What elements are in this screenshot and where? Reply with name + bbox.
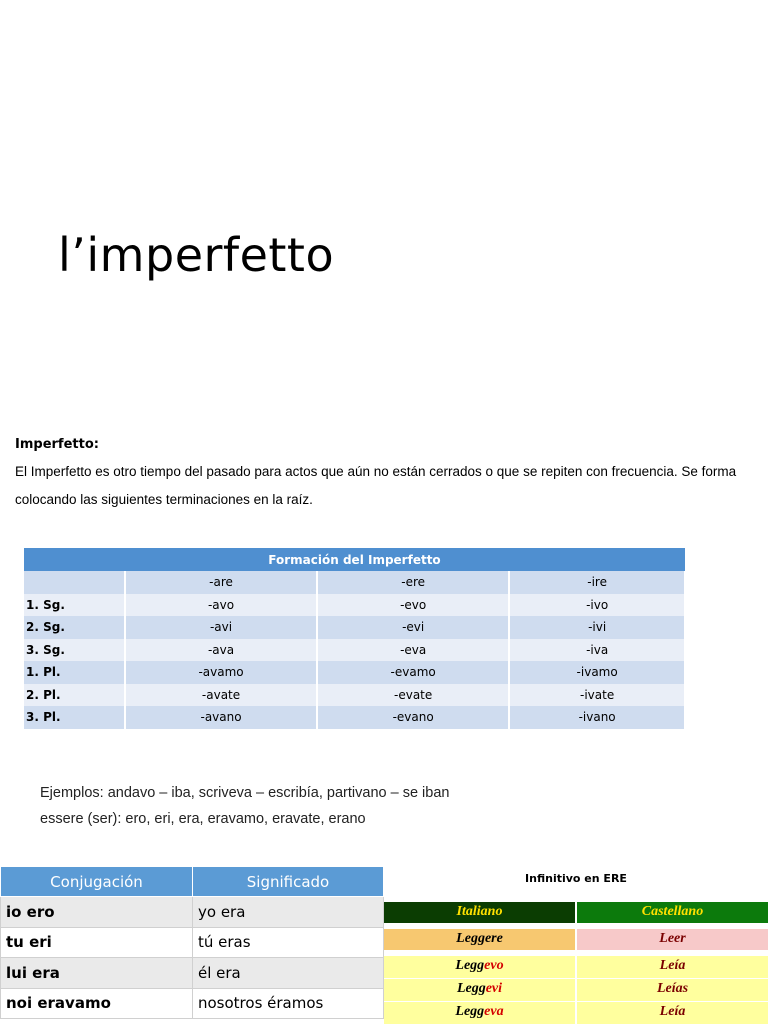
infinitive-base-it: Leggere bbox=[384, 929, 575, 950]
table-row bbox=[24, 661, 685, 684]
formation-table-title: Formación del Imperfetto bbox=[24, 548, 685, 571]
ending: evo bbox=[484, 958, 504, 973]
infinitive-base-es: Leer bbox=[577, 929, 768, 950]
table-cell: -iva bbox=[509, 639, 685, 662]
infinitive-conj-row bbox=[384, 956, 768, 978]
table-cell: -avano bbox=[125, 706, 317, 729]
table-cell: -evi bbox=[317, 616, 509, 639]
row-label: 2. Sg. bbox=[24, 616, 125, 639]
table-row bbox=[24, 706, 685, 729]
infinitive-conj-row bbox=[384, 1002, 768, 1024]
table-cell: -evamo bbox=[317, 661, 509, 684]
row-label: 1. Sg. bbox=[24, 594, 125, 617]
conj-header-significado: Significado bbox=[193, 867, 384, 897]
table-row bbox=[24, 684, 685, 707]
ending: evi bbox=[485, 981, 503, 996]
page-title: l’imperfetto bbox=[58, 228, 335, 282]
conj-form: lui era bbox=[1, 958, 193, 989]
formation-corner bbox=[24, 571, 125, 594]
conj-header-conjugacion: Conjugación bbox=[1, 867, 193, 897]
stem: Legg bbox=[455, 1004, 485, 1019]
table-row bbox=[24, 616, 685, 639]
infinitive-it-form bbox=[384, 979, 575, 1001]
essere-line: essere (ser): ero, eri, era, eravamo, eravate, erano bbox=[40, 811, 366, 827]
formation-table bbox=[24, 548, 686, 729]
formation-col-ere: -ere bbox=[317, 571, 509, 594]
infinitive-es-form: Leía bbox=[577, 1002, 768, 1024]
table-cell: -avamo bbox=[125, 661, 317, 684]
conj-form: io ero bbox=[1, 897, 193, 928]
formation-header-row bbox=[24, 571, 685, 594]
row-label: 3. Sg. bbox=[24, 639, 125, 662]
stem: Legg bbox=[455, 958, 485, 973]
infinitive-it-form bbox=[384, 956, 575, 978]
table-cell: -ivamo bbox=[509, 661, 685, 684]
infinitive-es-form: Leía bbox=[577, 956, 768, 978]
table-cell: -avate bbox=[125, 684, 317, 707]
table-row bbox=[1, 988, 384, 1019]
infinitive-conj-row bbox=[384, 979, 768, 1001]
table-cell: -ivano bbox=[509, 706, 685, 729]
table-cell: -evate bbox=[317, 684, 509, 707]
row-label: 1. Pl. bbox=[24, 661, 125, 684]
infinitive-header-castellano: Castellano bbox=[577, 902, 768, 923]
table-row bbox=[24, 639, 685, 662]
table-cell: -eva bbox=[317, 639, 509, 662]
infinitive-base-row bbox=[384, 929, 768, 950]
intro-paragraph: El Imperfetto es otro tiempo del pasado para actos que aún no están cerrados o que se repiten con frecuencia. Se forma colocando las siguientes terminaciones en la raíz. bbox=[15, 464, 737, 507]
examples-line: Ejemplos: andavo – iba, scriveva – escribía, partivano – se iban bbox=[40, 785, 450, 801]
conj-meaning: él era bbox=[193, 958, 384, 989]
table-cell: -evano bbox=[317, 706, 509, 729]
table-cell: -ivate bbox=[509, 684, 685, 707]
infinitive-header-italiano: Italiano bbox=[384, 902, 575, 923]
table-row bbox=[1, 897, 384, 928]
conj-meaning: nosotros éramos bbox=[193, 988, 384, 1019]
conj-meaning: yo era bbox=[193, 897, 384, 928]
conj-form: noi eravamo bbox=[1, 988, 193, 1019]
examples-block bbox=[40, 780, 449, 832]
table-cell: -ivi bbox=[509, 616, 685, 639]
formation-col-are: -are bbox=[125, 571, 317, 594]
table-cell: -avo bbox=[125, 594, 317, 617]
conj-form: tu eri bbox=[1, 927, 193, 958]
row-label: 3. Pl. bbox=[24, 706, 125, 729]
table-row bbox=[1, 927, 384, 958]
conj-meaning: tú eras bbox=[193, 927, 384, 958]
table-cell: -avi bbox=[125, 616, 317, 639]
conjugation-table bbox=[0, 866, 384, 1019]
infinitive-header-row bbox=[384, 902, 768, 923]
formation-col-ire: -ire bbox=[509, 571, 685, 594]
table-cell: -ava bbox=[125, 639, 317, 662]
infinitive-table-title: Infinitivo en ERE bbox=[525, 872, 627, 885]
infinitive-es-form: Leías bbox=[577, 979, 768, 1001]
table-cell: -ivo bbox=[509, 594, 685, 617]
infinitive-it-form bbox=[384, 1002, 575, 1024]
stem: Legg bbox=[456, 981, 486, 996]
table-cell: -evo bbox=[317, 594, 509, 617]
row-label: 2. Pl. bbox=[24, 684, 125, 707]
intro-heading: Imperfetto: bbox=[15, 437, 99, 452]
table-row bbox=[1, 958, 384, 989]
ending: eva bbox=[484, 1004, 504, 1019]
table-row bbox=[24, 594, 685, 617]
